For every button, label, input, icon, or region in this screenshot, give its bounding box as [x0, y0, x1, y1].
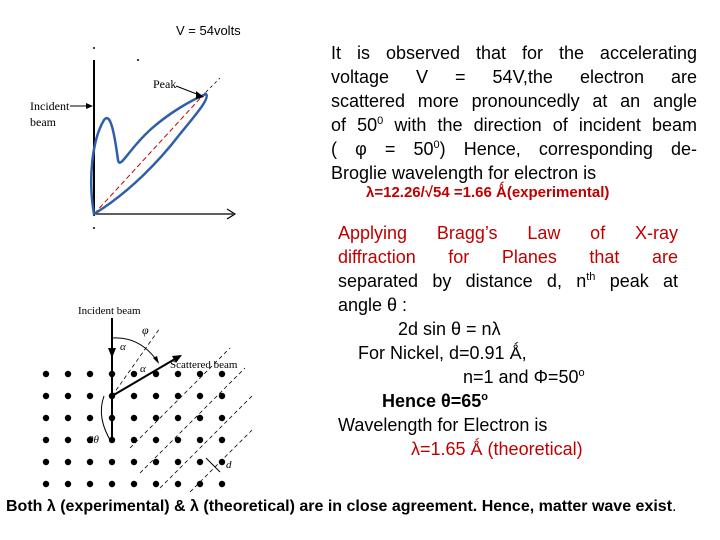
bragg-line2: diffraction for Planes that are	[338, 247, 678, 267]
alpha-label-2: α	[140, 363, 146, 375]
line5-rest: ) Hence, corresponding de-	[439, 139, 698, 159]
dot	[93, 47, 95, 49]
phi-arc	[112, 338, 158, 362]
paragraph1-line1: It is observed that for the accelerating	[331, 43, 697, 63]
incident-beam-label: Incident beam	[78, 305, 141, 317]
conclusion-period: .	[672, 498, 677, 515]
lattice-diffraction-figure	[30, 298, 255, 493]
phi-label: φ	[142, 323, 149, 337]
d-label: d	[226, 459, 232, 471]
beam-label: beam	[30, 115, 56, 129]
bragg-line4: angle θ :	[338, 295, 408, 315]
bragg-paragraph	[338, 221, 678, 461]
dot	[93, 227, 95, 229]
paragraph1-line6: Broglie wavelength for electron is	[331, 163, 597, 183]
lattice-atoms	[43, 371, 225, 487]
peak-direction-extension	[206, 78, 220, 92]
paragraph1-line5	[331, 137, 697, 161]
paragraph1-line4	[331, 113, 697, 137]
wavelength-intro: Wavelength for Electron is	[338, 415, 548, 435]
bragg-line1: Applying Bragg’s Law of X-ray	[338, 223, 678, 243]
bragg-equation: 2d sin θ = nλ	[398, 319, 501, 339]
incident-beam-arrowhead	[108, 348, 116, 358]
paragraph1-line2: voltage V = 54V,the electron are	[331, 67, 697, 87]
bragg-line3: separated by distance d, $n^{th}$ peak at	[338, 271, 679, 291]
voltage-label: V = 54volts	[176, 23, 241, 38]
phi-text: ( φ = 50	[331, 139, 434, 159]
angle-text: of 50	[331, 115, 378, 135]
nickel-spacing: For Nickel, d=0.91 Ǻ,	[358, 343, 527, 363]
dot	[137, 59, 139, 61]
theta-result: Hence $\theta=65^o$	[382, 391, 489, 411]
theoretical-wavelength: λ=1.65 Ǻ (theoretical)	[411, 439, 583, 459]
incident-arrowhead	[86, 103, 93, 109]
two-theta-label: 2θ	[88, 434, 99, 446]
polar-scattering-figure	[20, 20, 260, 235]
peak-direction-line	[94, 92, 206, 214]
paragraph1-line3: scattered more pronouncedly at an angle	[331, 91, 697, 111]
scattered-beam-label: Scattered beam	[170, 359, 238, 371]
nth-superscript: th	[586, 271, 596, 283]
experimental-wavelength-formula: λ=12.26/√54 =1.66 Ǻ(experimental)	[366, 184, 610, 201]
observation-paragraph	[331, 41, 697, 185]
line4-rest: with the direction of incident beam	[383, 115, 697, 135]
degree-superscript: 0	[377, 115, 384, 127]
d-marker	[206, 458, 220, 472]
incident-label: Incident	[30, 99, 70, 113]
degree-superscript: 0	[433, 139, 440, 151]
peak-label: Peak	[153, 77, 177, 91]
order-and-angle: n=1 and $\Phi=50^o$	[463, 367, 585, 387]
conclusion-text	[6, 496, 706, 517]
alpha-label-1: α	[120, 341, 126, 353]
conclusion-bold: Both λ (experimental) & λ (theoretical) are in close agreement. Hence, matter wave exist	[6, 498, 673, 515]
